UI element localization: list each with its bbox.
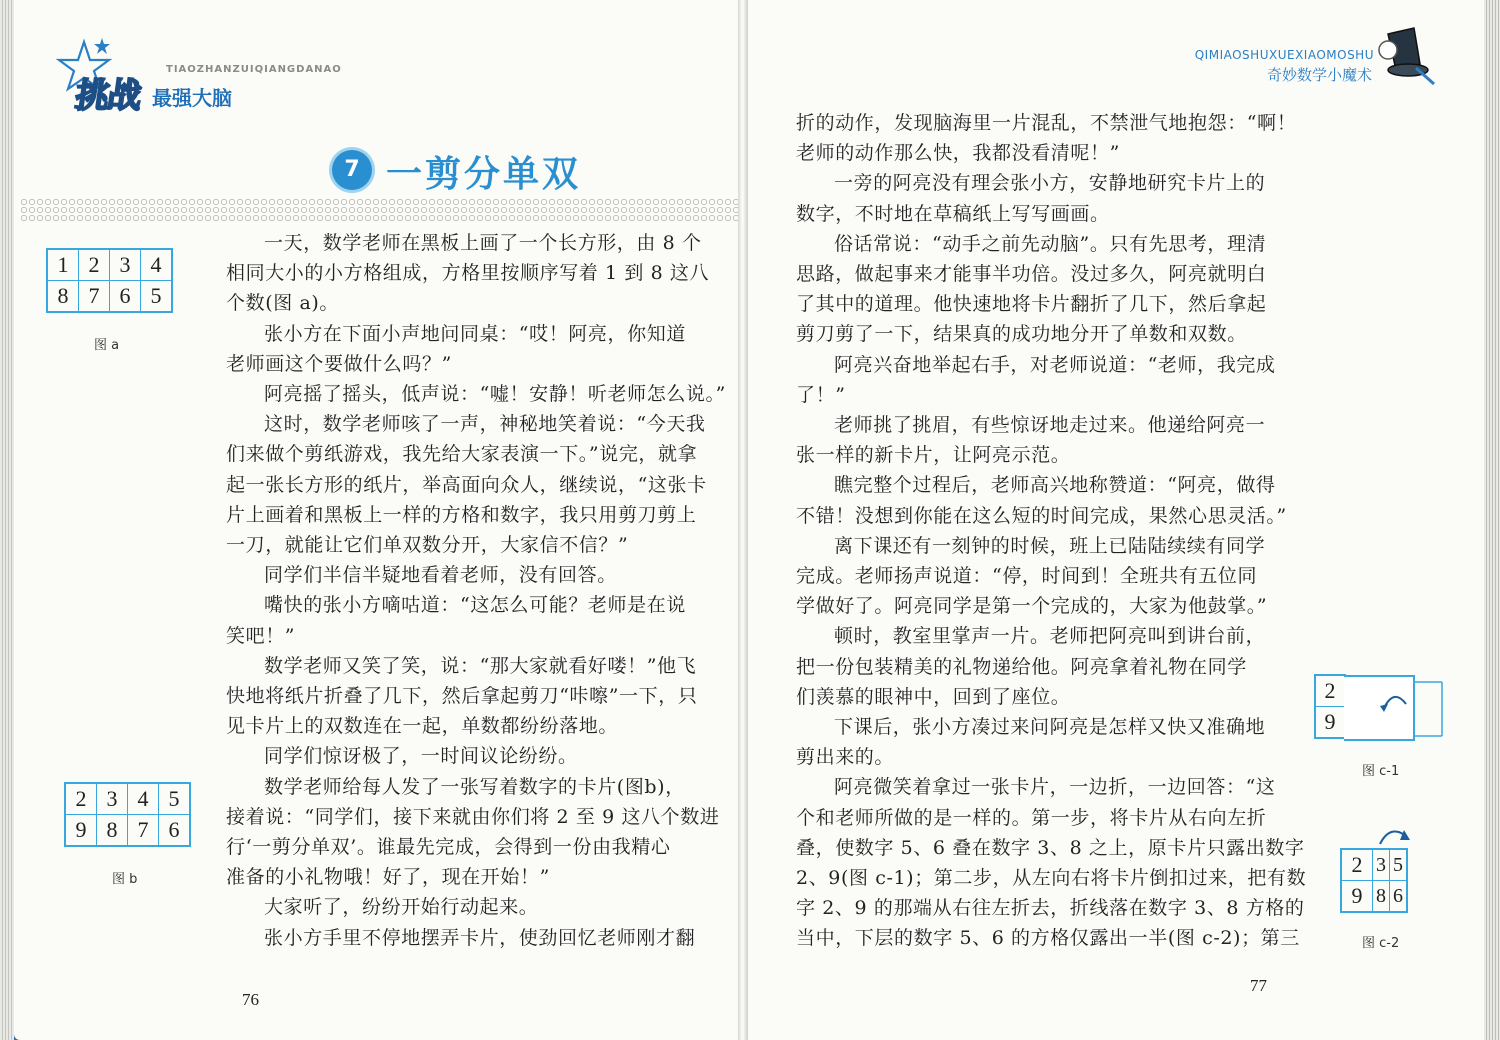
grid-cell: 9: [65, 815, 97, 847]
text-line: 把一份包装精美的礼物递给他。阿亮拿着礼物在同学: [796, 655, 1247, 678]
figure-a-caption: 图 a: [94, 338, 120, 353]
page-right: [748, 0, 1484, 1040]
text-line: 老师画这个要做什么吗？”: [226, 352, 452, 375]
text-line: 剪刀剪了一下，结果真的成功地分开了单数和双数。: [796, 323, 1247, 346]
page-number-right: 77: [1250, 976, 1267, 995]
header-pinyin: TIAOZHANZUIQIANGDANAO: [166, 64, 342, 75]
grid-cell: 3: [97, 783, 128, 815]
grid-cell: 8: [47, 281, 79, 313]
grid-cell: 2: [79, 249, 110, 281]
text-line: 大家听了，纷纷开始行动起来。: [264, 896, 539, 919]
text-line: 张一样的新卡片，让阿亮示范。: [796, 444, 1071, 467]
text-line: 片上画着和黑板上一样的方格和数字，我只用剪刀剪上: [226, 503, 697, 526]
logo-main-text: 挑战: [72, 76, 143, 116]
text-line: 准备的小礼物哦！好了，现在开始！”: [226, 866, 550, 889]
text-line: 张小方手里不停地摆弄卡片，使劲回忆老师刚才翻: [264, 926, 696, 949]
grid-cell: 5: [141, 281, 173, 313]
text-line: 折的动作，发现脑海里一片混乱，不禁泄气地抱怨：“啊！: [796, 112, 1297, 134]
header-right-title: 奇妙数学小魔术: [1266, 66, 1372, 84]
text-line: 阿亮兴奋地举起右手，对老师说道：“老师，我完成: [834, 353, 1276, 376]
grid-cell: 9: [1341, 881, 1373, 913]
figure-c2-grid: [1340, 848, 1408, 913]
text-line: 嘴快的张小方嘀咕道：“这怎么可能？老师是在说: [264, 594, 686, 617]
text-line: 快地将纸片折叠了几下，然后拿起剪刀“咔嚓”一下，只: [226, 685, 698, 708]
grid-cell: 8: [97, 815, 128, 847]
text-line: 阿亮摇了摇头，低声说：“嘘！安静！听老师怎么说。”: [264, 383, 726, 406]
fold-flap-icon: [1344, 674, 1448, 744]
text-line: 个数(图 a)。: [226, 292, 339, 315]
grid-cell: 6: [110, 281, 141, 313]
figure-a-grid: [46, 248, 173, 313]
grid-cell: 2: [1315, 675, 1345, 707]
grid-cell: 5: [1390, 849, 1408, 881]
figure-c1-grid: [1314, 674, 1346, 739]
grid-cell: 5: [159, 783, 191, 815]
figure-c2-caption: 图 c-2: [1362, 936, 1400, 951]
text-line: 了其中的道理。他快速地将卡片翻折了几下，然后拿起: [796, 293, 1267, 316]
text-line: 同学们半信半疑地看着老师，没有回答。: [264, 564, 617, 587]
text-line: 个和老师所做的是一样的。第一步，将卡片从右向左折: [796, 806, 1267, 829]
right-page-body: [796, 108, 1306, 954]
text-line: 同学们惊讶极了，一时间议论纷纷。: [264, 745, 578, 768]
text-line: 叠，使数字 5、6 叠在数字 3、8 之上，原卡片只露出数字: [796, 836, 1305, 859]
page-number-left: 76: [242, 990, 259, 1009]
text-line: 们羡慕的眼神中，回到了座位。: [796, 685, 1071, 708]
grid-cell: 6: [1390, 881, 1408, 913]
text-line: 接着说：“同学们，接下来就由你们将 2 至 9 这八个数进: [226, 805, 720, 828]
text-line: 一刀，就能让它们单双数分开，大家信不信？”: [226, 534, 629, 557]
grid-cell: 2: [65, 783, 97, 815]
text-line: 不错！没想到你能在这么短的时间完成，果然心思灵活。”: [796, 504, 1287, 527]
grid-cell: 3: [1373, 849, 1390, 881]
text-line: 起一张长方形的纸片，举高面向众人，继续说，“这张卡: [226, 473, 707, 496]
text-line: 一天，数学老师在黑板上画了一个长方形，由 8 个: [264, 232, 702, 254]
text-line: 一旁的阿亮没有理会张小方，安静地研究卡片上的: [834, 172, 1266, 195]
chapter-number-badge: 7: [332, 150, 372, 190]
figure-c1-caption: 图 c-1: [1362, 764, 1400, 779]
text-line: 离下课还有一刻钟的时候，班上已陆陆续续有同学: [834, 534, 1266, 557]
text-line: 相同大小的小方格组成，方格里按顺序写着 1 到 8 这八: [226, 262, 710, 285]
grid-cell: 4: [141, 249, 173, 281]
chapter-title: 一剪分单双: [386, 154, 582, 195]
logo-sub-text: 最强大脑: [152, 86, 232, 110]
left-page-body: [226, 228, 726, 953]
page-edges-left: [0, 0, 14, 1040]
text-line: 2、9(图 c-1)；第二步，从左向右将卡片倒扣过来，把有数: [796, 867, 1307, 890]
grid-cell: 1: [47, 249, 79, 281]
grid-cell: 9: [1315, 707, 1345, 739]
text-line: 阿亮微笑着拿过一张卡片，一边折，一边回答：“这: [834, 776, 1276, 799]
figure-b-grid: [64, 782, 191, 847]
figure-b-caption: 图 b: [112, 872, 138, 887]
magic-hat-icon: [1370, 24, 1440, 88]
grid-cell: 7: [79, 281, 110, 313]
book-gutter: [738, 0, 748, 1040]
figure-c1: [1314, 674, 1448, 744]
text-line: 字 2、9 的那端从右往左折去，折线落在数字 3、8 方格的: [796, 897, 1305, 920]
text-line: 思路，做起事来才能事半功倍。没过多久，阿亮就明白: [796, 263, 1267, 286]
grid-cell: 3: [110, 249, 141, 281]
page-edges-right: [1484, 0, 1500, 1040]
decorative-divider: [20, 198, 738, 222]
text-line: 完成。老师扬声说道：“停，时间到！全班共有五位同: [796, 565, 1258, 588]
text-line: 俗话常说：“动手之前先动脑”。只有先思考，理清: [834, 232, 1267, 255]
text-line: 笑吧！”: [226, 624, 296, 647]
text-line: 瞧完整个过程后，老师高兴地称赞道：“阿亮，做得: [834, 474, 1276, 497]
text-line: 老师的动作那么快，我都没看清呢！”: [796, 142, 1120, 165]
text-line: 老师挑了挑眉，有些惊讶地走过来。他递给阿亮一: [834, 414, 1266, 437]
fold-arrow-icon: [1374, 822, 1414, 848]
text-line: 下课后，张小方凑过来问阿亮是怎样又快又准确地: [834, 716, 1266, 739]
text-line: 顿时，教室里掌声一片。老师把阿亮叫到讲台前，: [834, 625, 1266, 648]
text-line: 数学老师给每人发了一张写着数字的卡片(图b)，: [264, 775, 685, 798]
text-line: 们来做个剪纸游戏，我先给大家表演一下。”说完，就拿: [226, 443, 698, 466]
header-right-pinyin: QIMIAOSHUXUEXIAOMOSHU: [1194, 48, 1374, 62]
grid-cell: 6: [159, 815, 191, 847]
grid-cell: 4: [128, 783, 159, 815]
text-line: 剪出来的。: [796, 746, 895, 769]
text-line: 了！”: [796, 383, 846, 406]
text-line: 见卡片上的双数连在一起，单数都纷纷落地。: [226, 715, 619, 738]
grid-cell: 8: [1373, 881, 1390, 913]
text-line: 当中，下层的数字 5、6 的方格仅露出一半(图 c-2)；第三: [796, 927, 1300, 950]
text-line: 张小方在下面小声地问同桌：“哎！阿亮，你知道: [264, 322, 686, 345]
page-left: [14, 0, 738, 1040]
header-logo: [54, 38, 384, 118]
grid-cell: 7: [128, 815, 159, 847]
text-line: 数字，不时地在草稿纸上写写画画。: [796, 202, 1110, 225]
text-line: 这时，数学老师咳了一声，神秘地笑着说：“今天我: [264, 413, 706, 436]
grid-cell: 2: [1341, 849, 1373, 881]
text-line: 数学老师又笑了笑，说：“那大家就看好喽！”他飞: [264, 654, 697, 677]
text-line: 学做好了。阿亮同学是第一个完成的，大家为他鼓掌。”: [796, 595, 1268, 618]
text-line: 行‘一剪分单双’。谁最先完成，会得到一份由我精心: [226, 836, 671, 859]
